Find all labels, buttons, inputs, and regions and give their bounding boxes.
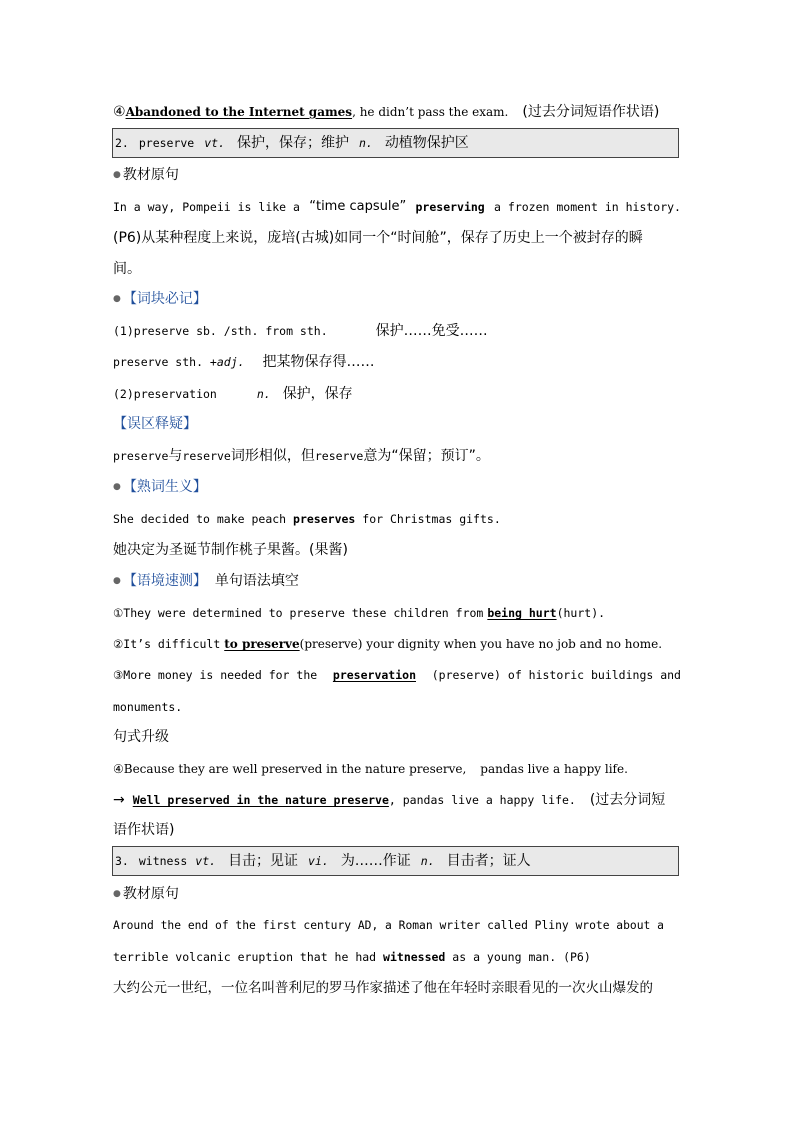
chunk-item-2: preserve sth. +adj. 把某物保存得…… [113,354,375,370]
familiar-sentence-en: She decided to make peach preserves for Christmas gifts. [113,512,501,526]
entry-box-preserve: 2. preserve vt. 保护，保存；维护 n. 动植物保护区 [112,128,679,158]
answer-3: preservation [332,668,416,682]
source-label-2: ● 教材原句 [113,886,179,902]
upgrade-answer-4: → Well preserved in the nature preserve, pandas live a happy life. (过去分词短 [113,792,666,808]
quiz-question-3: ③More money is needed for the preservation (preserve) of historic buildings and [113,665,681,685]
quiz-question-3-cont: monuments. [113,700,183,714]
source-translation-1a: (P6)从某种程度上来说，庞培(古城)如同一个“时间舱”，保存了历史上一个被封存的瞬 [113,230,643,246]
quiz-question-1: ①They were determined to preserve these children from being hurt(hurt). [113,606,606,620]
chunk-item-3: (2)preservation n. 保护，保存 [113,386,353,402]
bullet-icon: ● [113,889,121,899]
mistake-heading: 【误区释疑】 [113,416,197,432]
quiz-question-2: ②It’s difficult to preserve(preserve) your dignity when you have no job and no home. [113,637,663,651]
quiz-heading: ● 【语境速测】 单句语法填空 [113,573,299,589]
familiar-translation: 她决定为圣诞节制作桃子果酱。(果酱) [113,542,348,558]
source-translation-1b: 间。 [113,261,141,277]
example-4-abandoned: ④Abandoned to the Internet games, he didn’t pass the exam. (过去分词短语作状语) [113,104,660,120]
chunk-heading: ● 【词块必记】 [113,291,207,307]
familiar-heading: ● 【熟词生义】 [113,479,207,495]
mistake-text: preserve与reserve词形相似，但reserve意为“保留；预订”。 [113,448,490,464]
entry-box-witness: 3. witness vt. 目击；见证 vi. 为……作证 n. 目击者；证人 [112,846,679,876]
upgrade-note-cont: 语作状语) [113,822,175,838]
upgrade-label: 句式升级 [113,729,169,745]
bullet-icon: ● [113,170,121,180]
answer-2: to preserve [224,637,300,651]
arrow-icon: → [113,792,125,808]
source-sentence-en-2a: Around the end of the first century AD, a Roman writer called Pliny wrote about a [113,919,664,932]
chunk-item-1: (1)preserve sb. /sth. from sth. 保护……免受…… [113,323,488,339]
bullet-icon: ● [113,576,121,586]
answer-phrase: Abandoned to the Internet games [125,105,353,119]
bullet-icon: ● [113,294,121,304]
source-sentence-en-2b: terrible volcanic eruption that he had witnessed as a young man. (P6) [113,950,591,964]
source-sentence-en-1: In a way, Pompeii is like a “time capsule” preserving a frozen moment in history. [113,199,681,214]
source-label-1: ● 教材原句 [113,167,179,183]
source-translation-2: 大约公元一世纪，一位名叫普利尼的罗马作家描述了他在年轻时亲眼看见的一次火山爆发的 [113,980,653,996]
answer-4: Well preserved in the nature preserve [132,793,389,807]
answer-1: being hurt [487,606,557,620]
bullet-icon: ● [113,482,121,492]
upgrade-question-4: ④Because they are well preserved in the nature preserve, pandas live a happy life. [113,762,628,776]
